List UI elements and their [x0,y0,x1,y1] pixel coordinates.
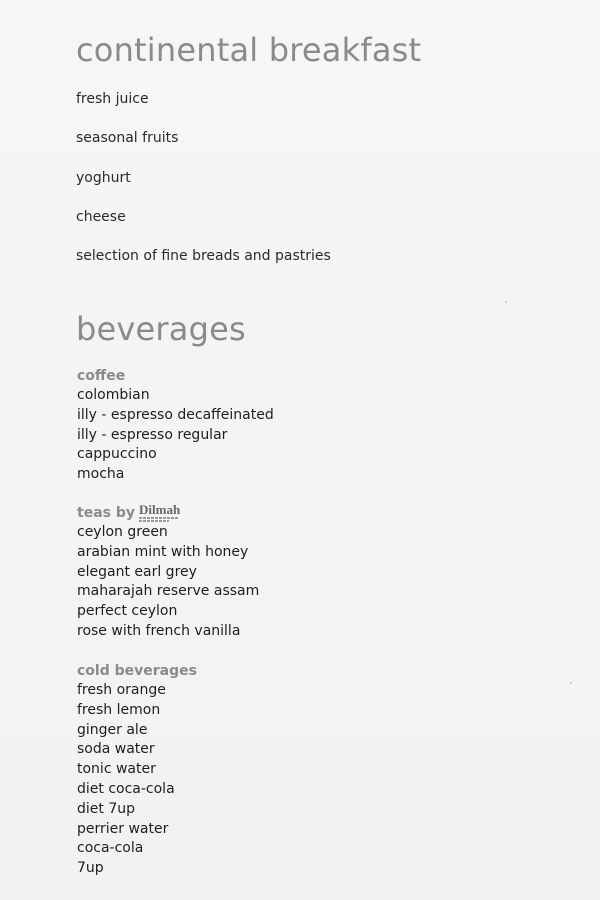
paper-speck [505,301,507,303]
beverages-title: beverages [76,310,246,348]
teas-label-row [77,503,259,523]
cold-beverage-item: ginger ale [77,721,148,738]
tea-item: perfect ceylon [77,603,178,620]
coffee-item: illy - espresso regular [77,426,228,443]
continental-breakfast-title: continental breakfast [76,31,422,69]
cold-beverages-label: cold beverages [77,663,197,679]
coffee-item: colombian [77,387,150,403]
teas-label: teas by [77,505,135,521]
cold-beverage-item: fresh orange [77,682,166,698]
cold-beverage-item: perrier water [77,820,169,837]
coffee-label: coffee [77,368,126,384]
cold-beverage-item: 7up [77,860,104,877]
breakfast-item: fresh juice [76,91,149,107]
coffee-item: cappuccino [77,446,157,463]
breakfast-item: cheese [76,209,126,225]
cold-beverage-item: tonic water [77,761,156,778]
tea-item: ceylon green [77,524,168,540]
tea-item: arabian mint with honey [77,543,249,560]
cold-beverage-item: soda water [77,741,155,758]
tea-item: maharajah reserve assam [77,583,260,600]
brand-tagline-mark [139,520,169,522]
cold-beverage-item: coca-cola [77,840,144,857]
teas-group [77,503,259,642]
breakfast-item: selection of fine breads and pastries [76,248,331,264]
dilmah-logo-icon [139,504,180,522]
paper-speck [570,682,572,684]
brand-name: Dilmah [139,502,181,517]
cold-beverage-item: diet coca-cola [77,780,175,797]
coffee-group [77,366,274,485]
coffee-item: mocha [77,466,125,483]
cold-beverages-group [77,661,197,879]
tea-item: rose with french vanilla [77,622,241,639]
tea-item: elegant earl grey [77,563,197,580]
coffee-item: illy - espresso decaffeinated [77,406,274,423]
cold-beverage-item: diet 7up [77,800,135,817]
brand-tagline-mark [139,517,179,519]
cold-beverage-item: fresh lemon [77,701,161,718]
breakfast-item: seasonal fruits [76,130,179,146]
breakfast-item: yoghurt [76,170,131,186]
